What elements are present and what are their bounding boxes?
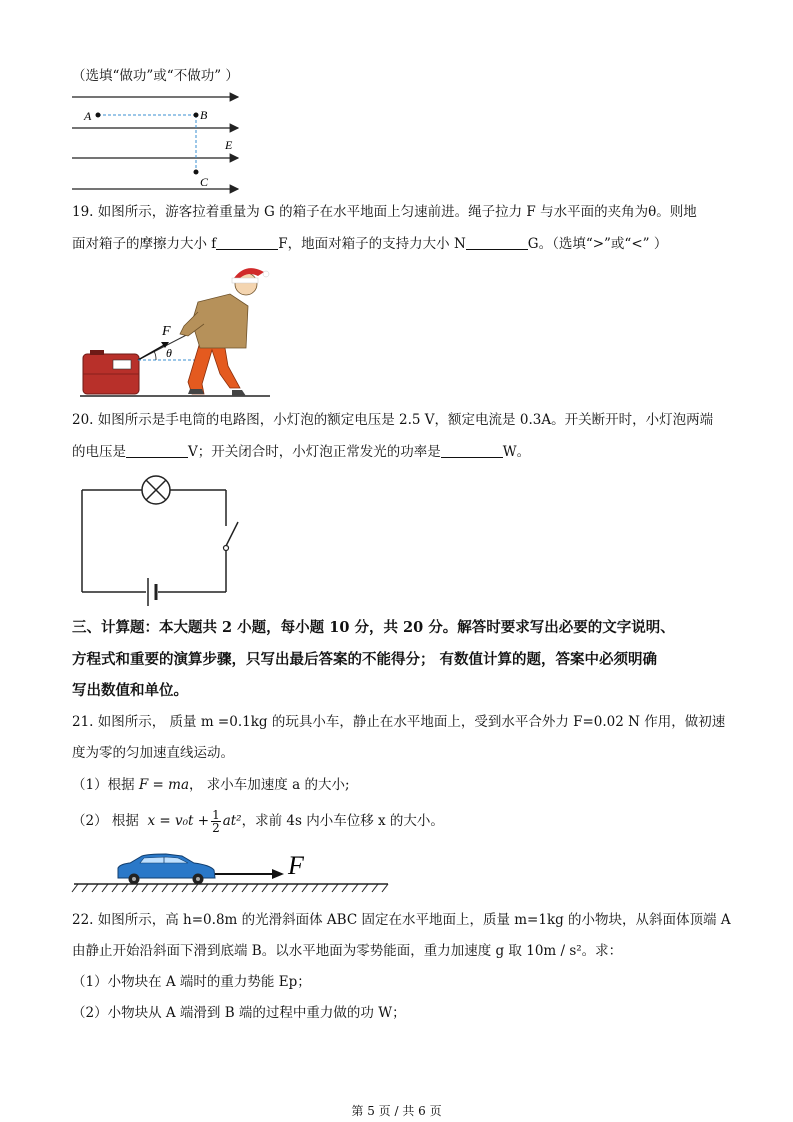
label-B: B [200,108,208,122]
q22-sub1: （1）小物块在 A 端时的重力势能 Ep； [72,974,311,990]
q21-sub2-b: ，求前 4s 内小车位移 x 的大小。 [241,813,444,829]
q21-sub2-formula-right: at² [222,813,242,829]
q21-sub1-formula: F = ma [138,777,190,793]
q19-line2 [72,234,667,254]
switch-lever [226,522,238,546]
q20-circuit-diagram [78,474,248,610]
point-B [194,113,199,118]
q20-line1: 20. 如图所示是手电筒的电路图，小灯泡的额定电压是 2.5 V，额定电流是 0.3A。开关断开时，小灯泡两端 [72,412,714,428]
point-A [96,113,101,118]
label-A: A [84,109,92,123]
q20-blank-1[interactable] [126,443,188,458]
q21-sub1-a: （1）根据 [72,777,135,793]
q22-sub2: （2）小物块从 A 端滑到 B 端的过程中重力做的功 W； [72,1005,406,1021]
q19-suitcase-figure [80,262,275,400]
q22-line1: 22. 如图所示，高 h=0.8m 的光滑斜面体 ABC 固定在水平地面上，质量 m=1kg 的小物块，从斜面体顶端 A [72,912,731,928]
frac-num: 1 [212,808,220,822]
section3-line3: 写出数值和单位。 [72,682,188,699]
section3-line1: 三、计算题：本大题共 2 小题，每小题 10 分，共 20 分。解答时要求写出必要的文字说明、 [72,619,675,636]
q21-sub2-a: （2） 根据 [72,813,139,829]
label-F: F [162,324,171,339]
q21-fraction [211,809,221,834]
q21-sub2-formula-left: x = v₀t + [147,813,210,829]
q20-line2-b: V；开关闭合时，小灯泡正常发光的功率是 [188,444,441,460]
section3-line2: 方程式和重要的演算步骤，只写出最后答案的不能得分； 有数值计算的题，答案中必须明确 [72,651,658,668]
q19-line2-a: 面对箱子的摩擦力大小 f [72,236,217,252]
q20-line2-c: W。 [502,444,531,460]
q20-blank-2[interactable] [441,443,503,458]
label-E: E [225,138,233,152]
point-C [194,170,199,175]
ground-hatching [72,884,388,892]
q21-line2: 度为零的匀加速直线运动。 [72,745,234,761]
q21-sub1 [72,775,350,795]
label-C: C [200,175,209,189]
q20-line2 [72,442,530,462]
q20-line2-a: 的电压是 [72,444,126,460]
label-theta: θ [166,346,172,360]
q18-hint: （选填“做功”或“不做功” ） [72,68,239,84]
q19-line2-b: F，地面对箱子的支持力大小 N [278,236,466,252]
q22-line2: 由静止开始沿斜面下滑到底端 B。以水平地面为零势能面，重力加速度 g 取 10m / s²。求： [72,943,623,959]
q21-car-figure [70,846,392,896]
q19-line2-c: G。（选填“>”或“<” ） [527,236,668,252]
q19-blank-2[interactable] [466,235,528,250]
force-label-F: F [288,851,304,880]
force-arrow [138,344,166,360]
q19-blank-1[interactable] [216,235,278,250]
q21-line1: 21. 如图所示， 质量 m =0.1kg 的玩具小车，静止在水平地面上，受到水平合外力 F=0.02 N 作用，做初速 [72,714,726,730]
page-footer: 第 5 页 / 共 6 页 [351,1104,442,1118]
q21-sub2 [72,806,444,836]
q19-line1: 19. 如图所示，游客拉着重量为 G 的箱子在水平地面上匀速前进。绳子拉力 F 与水平面的夹角为θ。则地 [72,204,697,220]
q21-sub1-b: ， 求小车加速度 a 的大小; [189,777,350,793]
q18-field-diagram [70,88,250,198]
person-legs [188,342,240,394]
switch-contact [224,546,229,551]
frac-den: 2 [212,821,220,835]
